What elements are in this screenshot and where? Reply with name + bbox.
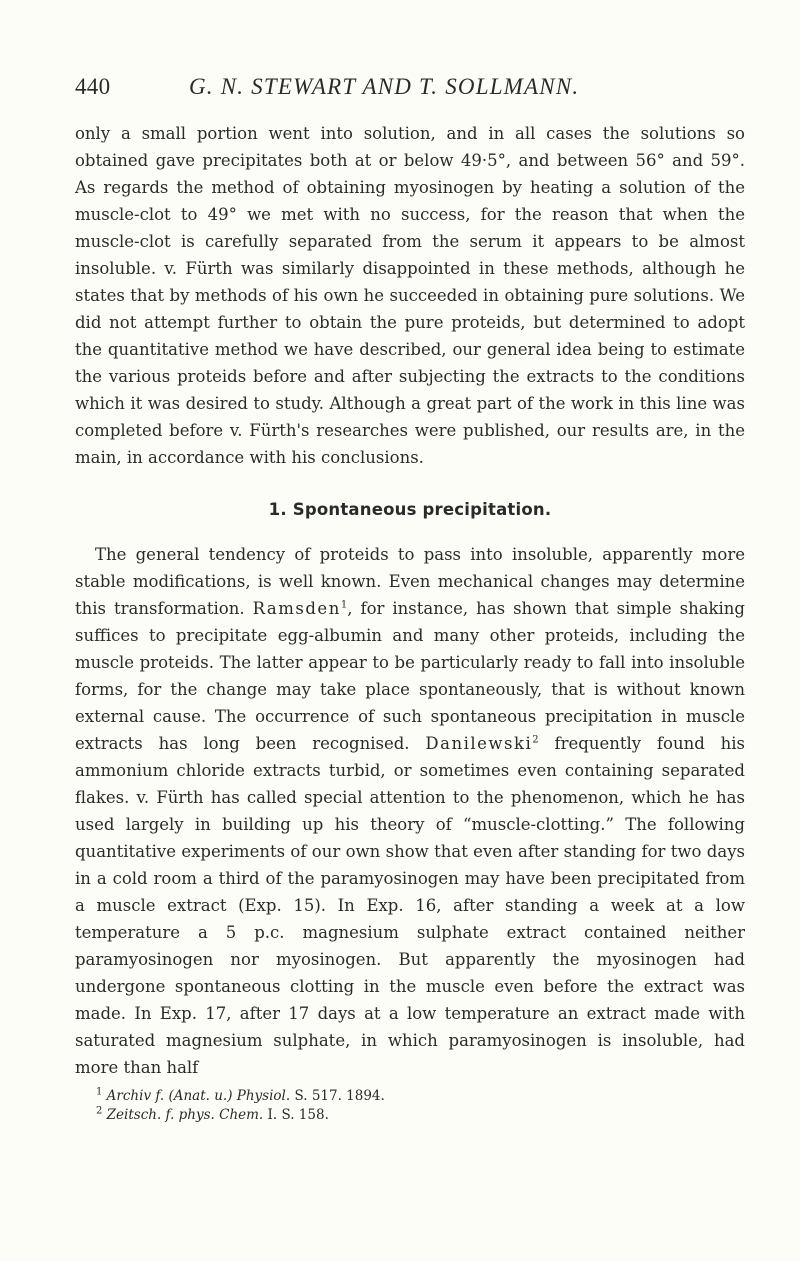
author-ramsden: Ramsden: [252, 599, 341, 618]
author-danilewski: Danilewski: [425, 734, 533, 753]
paragraph-text-part2: , for instance, has shown that simple shaking suffices to precipitate egg-albumin and many other proteids, including the muscle proteids. The latter appear to be particularly ready to fall into insoluble forms, for the change may take place spontaneously, that is without known external cause. The occurrence of such spontaneous precipitation in muscle extracts has long been recognised.: [75, 599, 745, 753]
footnote-1: [75, 1087, 745, 1106]
paragraph-text-part1: The general tendency of proteids to pass into insoluble, apparently more stable modifications, is well known. Even mechanical changes may determine this transformation.: [75, 545, 745, 618]
footnote-ref-1: 1: [340, 599, 348, 611]
paragraph-spontaneous-precipitation: [75, 541, 745, 1081]
page: [75, 70, 745, 1125]
running-title: G. N. STEWART AND T. SOLLMANN.: [189, 74, 580, 99]
running-head: [75, 70, 745, 110]
footnote-journal: Archiv f. (Anat. u.) Physiol.: [106, 1088, 291, 1104]
footnote-ref-2: 2: [532, 734, 539, 746]
footnote-details: I. S. 158.: [267, 1107, 329, 1123]
paragraph-text-part3: frequently found his ammonium chloride extracts turbid, or sometimes even containing separated flakes. v. Fürth has called special attention to the phenomenon, which he has used largely in building up his theory of “muscle-clotting.” The following quantitative experiments of our own show that even after standing for two days in a cold room a third of the paramyosinogen may have been precipitated from a muscle extract (Exp. 15). In Exp. 16, after standing a week at a low temperature a 5 p.c. magnesium sulphate extract contained neither paramyosinogen nor myosinogen. But apparently the myosinogen had undergone spontaneous clotting in the muscle even before the extract was made. In Exp. 17, after 17 days at a low temperature an extract made with saturated magnesium sulphate, in which paramyosinogen is insoluble, had more than half: [75, 734, 745, 1077]
footnote-journal: Zeitsch. f. phys. Chem.: [106, 1107, 264, 1123]
footnote-details: S. 517. 1894.: [294, 1088, 385, 1104]
paragraph-continued: only a small portion went into solution, and in all cases the solutions so obtained gave precipitates both at or below 49·5°, and between 56° and 59°. As regards the method of obtaining myosinogen by heating a solution of the muscle-clot to 49° we met with no success, for the reason that when the muscle-clot is carefully separated from the serum it appears to be almost insoluble. v. Fürth was similarly disappointed in these methods, although he states that by methods of his own he succeeded in obtaining pure solutions. We did not attempt further to obtain the pure proteids, but determined to adopt the quantitative method we have described, our general idea being to estimate the various proteids before and after subjecting the extracts to the conditions which it was desired to study. Although a great part of the work in this line was completed before v. Fürth's researches were published, our results are, in the main, in accordance with his conclusions.: [75, 124, 745, 467]
footnote-marker: 2: [96, 1105, 103, 1117]
footnote-2: [75, 1106, 745, 1125]
footnotes: [75, 1087, 745, 1125]
page-number: 440: [75, 74, 111, 99]
section-heading: 1. Spontaneous precipitation.: [268, 500, 552, 519]
footnote-marker: 1: [96, 1086, 103, 1098]
